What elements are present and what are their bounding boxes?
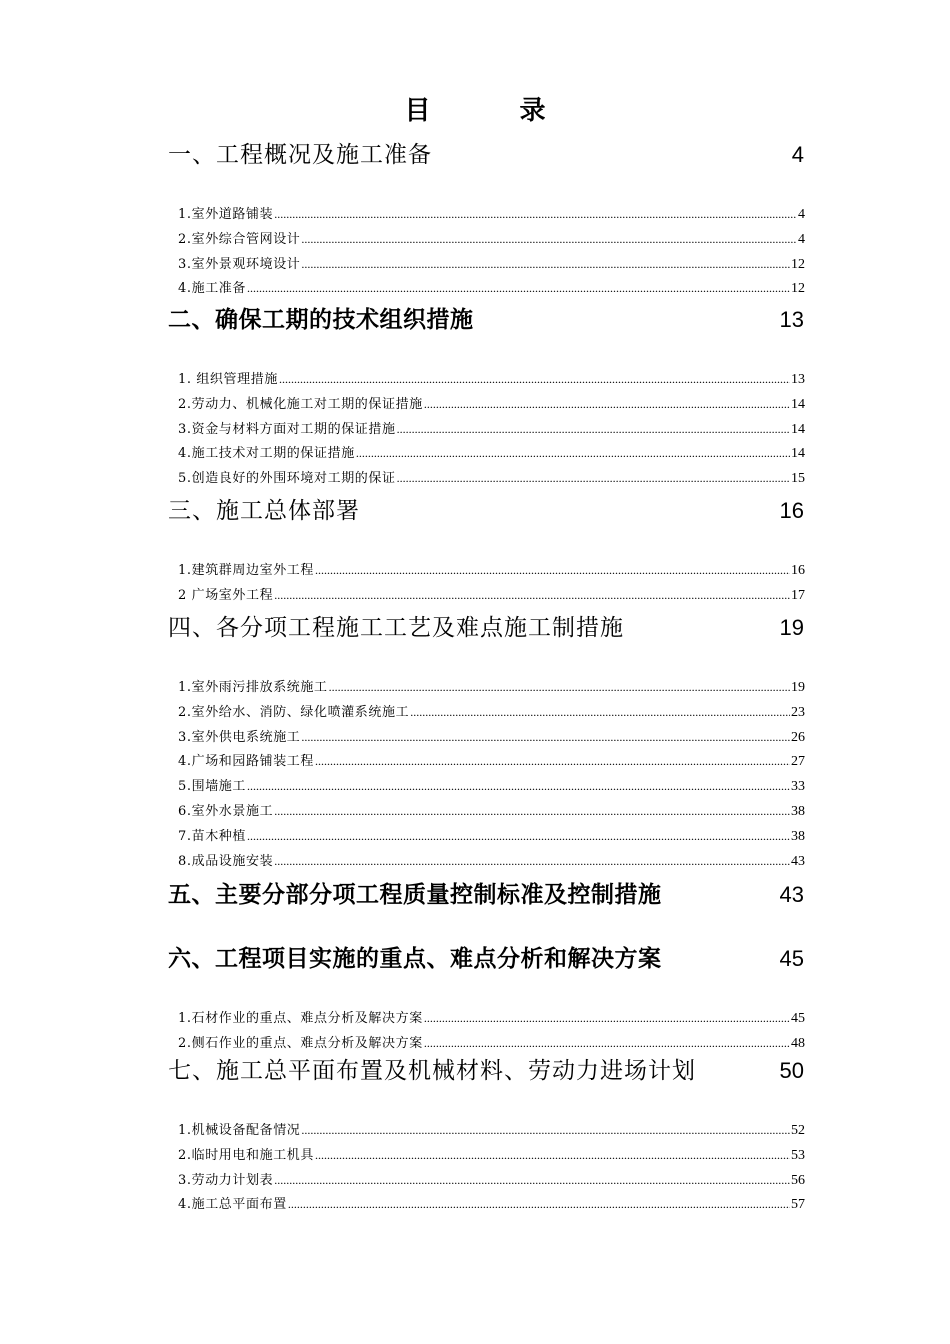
toc-item <box>178 392 805 417</box>
section-heading: 三、施工总体部署 <box>168 498 360 524</box>
dot-leader <box>356 441 790 466</box>
toc-item-label: 2 广场室外工程 <box>178 587 274 603</box>
toc-item-page: 16 <box>791 563 805 578</box>
section-heading-row <box>168 613 808 643</box>
dot-leader <box>424 392 790 417</box>
toc-item-page: 12 <box>791 281 805 297</box>
section-page-number: 4 <box>791 142 804 167</box>
toc-title: 目 录 <box>404 96 586 126</box>
dot-leader <box>274 799 790 824</box>
toc-item <box>178 583 805 608</box>
toc-item-label: 3.室外景观环境设计 <box>178 256 301 272</box>
toc-item <box>178 725 805 750</box>
toc-item-label: 2.临时用电和施工机具 <box>178 1147 315 1163</box>
section-heading: 二、确保工期的技术组织措施 <box>168 307 474 333</box>
section-page-number: 50 <box>779 1058 804 1083</box>
section-heading: 五、主要分部分项工程质量控制标准及控制措施 <box>168 882 662 908</box>
section-heading: 六、工程项目实施的重点、难点分析和解决方案 <box>168 946 662 972</box>
toc-item-label: 5.创造良好的外围环境对工期的保证 <box>178 471 396 487</box>
toc-item <box>178 252 805 277</box>
dot-leader <box>247 774 790 799</box>
toc-item-page: 13 <box>791 372 805 387</box>
toc-item <box>178 227 805 252</box>
toc-item-page: 56 <box>791 1172 805 1188</box>
toc-item <box>178 1118 805 1143</box>
toc-item-page: 14 <box>791 396 805 412</box>
dot-leader <box>301 227 797 252</box>
toc-item-page: 4 <box>798 207 805 222</box>
toc-item-page: 27 <box>791 754 805 770</box>
dot-leader <box>315 1143 790 1168</box>
toc-section <box>168 613 808 873</box>
toc-item-label: 1.石材作业的重点、难点分析及解决方案 <box>178 1011 423 1026</box>
section-page-number: 43 <box>779 882 804 907</box>
toc-item-page: 52 <box>791 1123 805 1138</box>
section-page-number: 13 <box>779 307 804 332</box>
toc-item-label: 2.室外综合管网设计 <box>178 231 301 247</box>
toc-item-label: 1. 组织管理措施 <box>178 372 278 387</box>
section-page-number: 19 <box>779 615 804 640</box>
toc-item-label: 2.劳动力、机械化施工对工期的保证措施 <box>178 396 423 412</box>
toc-item-label: 5.围墙施工 <box>178 779 247 795</box>
dot-leader <box>424 1031 790 1056</box>
dot-leader <box>247 276 790 301</box>
toc-item <box>178 466 805 491</box>
toc-item <box>178 675 805 700</box>
section-page-number: 45 <box>779 946 804 971</box>
dot-leader <box>279 367 790 392</box>
toc-item-label: 2.侧石作业的重点、难点分析及解决方案 <box>178 1035 423 1051</box>
dot-leader <box>274 849 790 874</box>
dot-leader <box>397 466 790 491</box>
toc-section <box>168 880 808 910</box>
section-heading-row <box>168 880 808 910</box>
dot-leader <box>410 700 790 725</box>
toc-item <box>178 417 805 442</box>
toc-item-page: 15 <box>791 471 805 487</box>
toc-item-page: 53 <box>791 1147 805 1163</box>
section-heading: 一、工程概况及施工准备 <box>168 142 432 168</box>
dot-leader <box>301 252 790 277</box>
toc-item <box>178 824 805 849</box>
toc-item-page: 4 <box>798 231 805 247</box>
toc-item-label: 4.施工总平面布置 <box>178 1197 287 1213</box>
toc-item-list <box>178 1118 805 1217</box>
toc-item-label: 4.广场和园路铺装工程 <box>178 754 315 770</box>
toc-item-page: 57 <box>791 1197 805 1213</box>
toc-item <box>178 1168 805 1193</box>
toc-item-page: 12 <box>791 256 805 272</box>
section-heading: 四、各分项工程施工工艺及难点施工制措施 <box>168 615 624 641</box>
toc-item-label: 7.苗木种植 <box>178 828 247 844</box>
section-page-number: 16 <box>779 498 804 523</box>
toc-item <box>178 1192 805 1217</box>
section-heading-row <box>168 140 808 170</box>
toc-item-page: 48 <box>791 1035 805 1051</box>
toc-section <box>168 496 808 608</box>
toc-item-label: 1.室外雨污排放系统施工 <box>178 680 328 695</box>
toc-item <box>178 1006 805 1031</box>
toc-item <box>178 749 805 774</box>
toc-item-label: 3.室外供电系统施工 <box>178 729 301 745</box>
toc-item-list <box>178 675 805 873</box>
toc-section <box>168 305 808 491</box>
toc-section <box>168 140 808 301</box>
section-heading-row <box>168 305 808 335</box>
toc-item-label: 4.施工准备 <box>178 281 247 297</box>
toc-item-list <box>178 558 805 608</box>
dot-leader <box>424 1006 790 1031</box>
toc-item-page: 14 <box>791 421 805 437</box>
toc-item <box>178 441 805 466</box>
toc-item-label: 8.成品设施安装 <box>178 853 274 869</box>
toc-item-label: 2.室外给水、消防、绿化喷灌系统施工 <box>178 704 410 720</box>
dot-leader <box>274 583 790 608</box>
toc-item-label: 6.室外水景施工 <box>178 803 274 819</box>
toc-item <box>178 799 805 824</box>
section-heading-row <box>168 496 808 526</box>
toc-item-label: 1.室外道路铺装 <box>178 207 274 222</box>
dot-leader <box>247 824 790 849</box>
toc-item <box>178 367 805 392</box>
section-heading-row <box>168 944 808 974</box>
toc-section <box>168 944 808 1056</box>
toc-section <box>168 1056 808 1217</box>
section-heading: 七、施工总平面布置及机械材料、劳动力进场计划 <box>168 1058 696 1084</box>
toc-item-page: 45 <box>791 1011 805 1026</box>
toc-item <box>178 276 805 301</box>
dot-leader <box>315 749 790 774</box>
dot-leader <box>301 1118 790 1143</box>
toc-item-page: 38 <box>791 828 805 844</box>
toc-item-list <box>178 1006 805 1056</box>
toc-item-list <box>178 202 805 301</box>
toc-item-label: 3.劳动力计划表 <box>178 1172 274 1188</box>
toc-item <box>178 558 805 583</box>
toc-item-label: 1.建筑群周边室外工程 <box>178 563 315 578</box>
toc-item-page: 23 <box>791 704 805 720</box>
toc-item <box>178 849 805 874</box>
toc-item-page: 43 <box>791 853 805 869</box>
toc-item-page: 19 <box>791 680 805 695</box>
dot-leader <box>329 675 790 700</box>
dot-leader <box>274 1168 790 1193</box>
toc-item-label: 1.机械设备配备情况 <box>178 1123 301 1138</box>
dot-leader <box>301 725 790 750</box>
toc-item <box>178 1143 805 1168</box>
toc-item-page: 26 <box>791 729 805 745</box>
dot-leader <box>397 417 790 442</box>
toc-item-list <box>178 367 805 491</box>
dot-leader <box>288 1192 790 1217</box>
toc-item-label: 4.施工技术对工期的保证措施 <box>178 446 355 462</box>
dot-leader <box>315 558 790 583</box>
toc-item <box>178 700 805 725</box>
dot-leader <box>274 202 797 227</box>
toc-item <box>178 1031 805 1056</box>
toc-item <box>178 202 805 227</box>
toc-item-page: 33 <box>791 779 805 795</box>
toc-item-page: 17 <box>791 587 805 603</box>
toc-item-page: 14 <box>791 446 805 462</box>
toc-item-label: 3.资金与材料方面对工期的保证措施 <box>178 421 396 437</box>
toc-item <box>178 774 805 799</box>
toc-item-page: 38 <box>791 803 805 819</box>
section-heading-row <box>168 1056 808 1086</box>
